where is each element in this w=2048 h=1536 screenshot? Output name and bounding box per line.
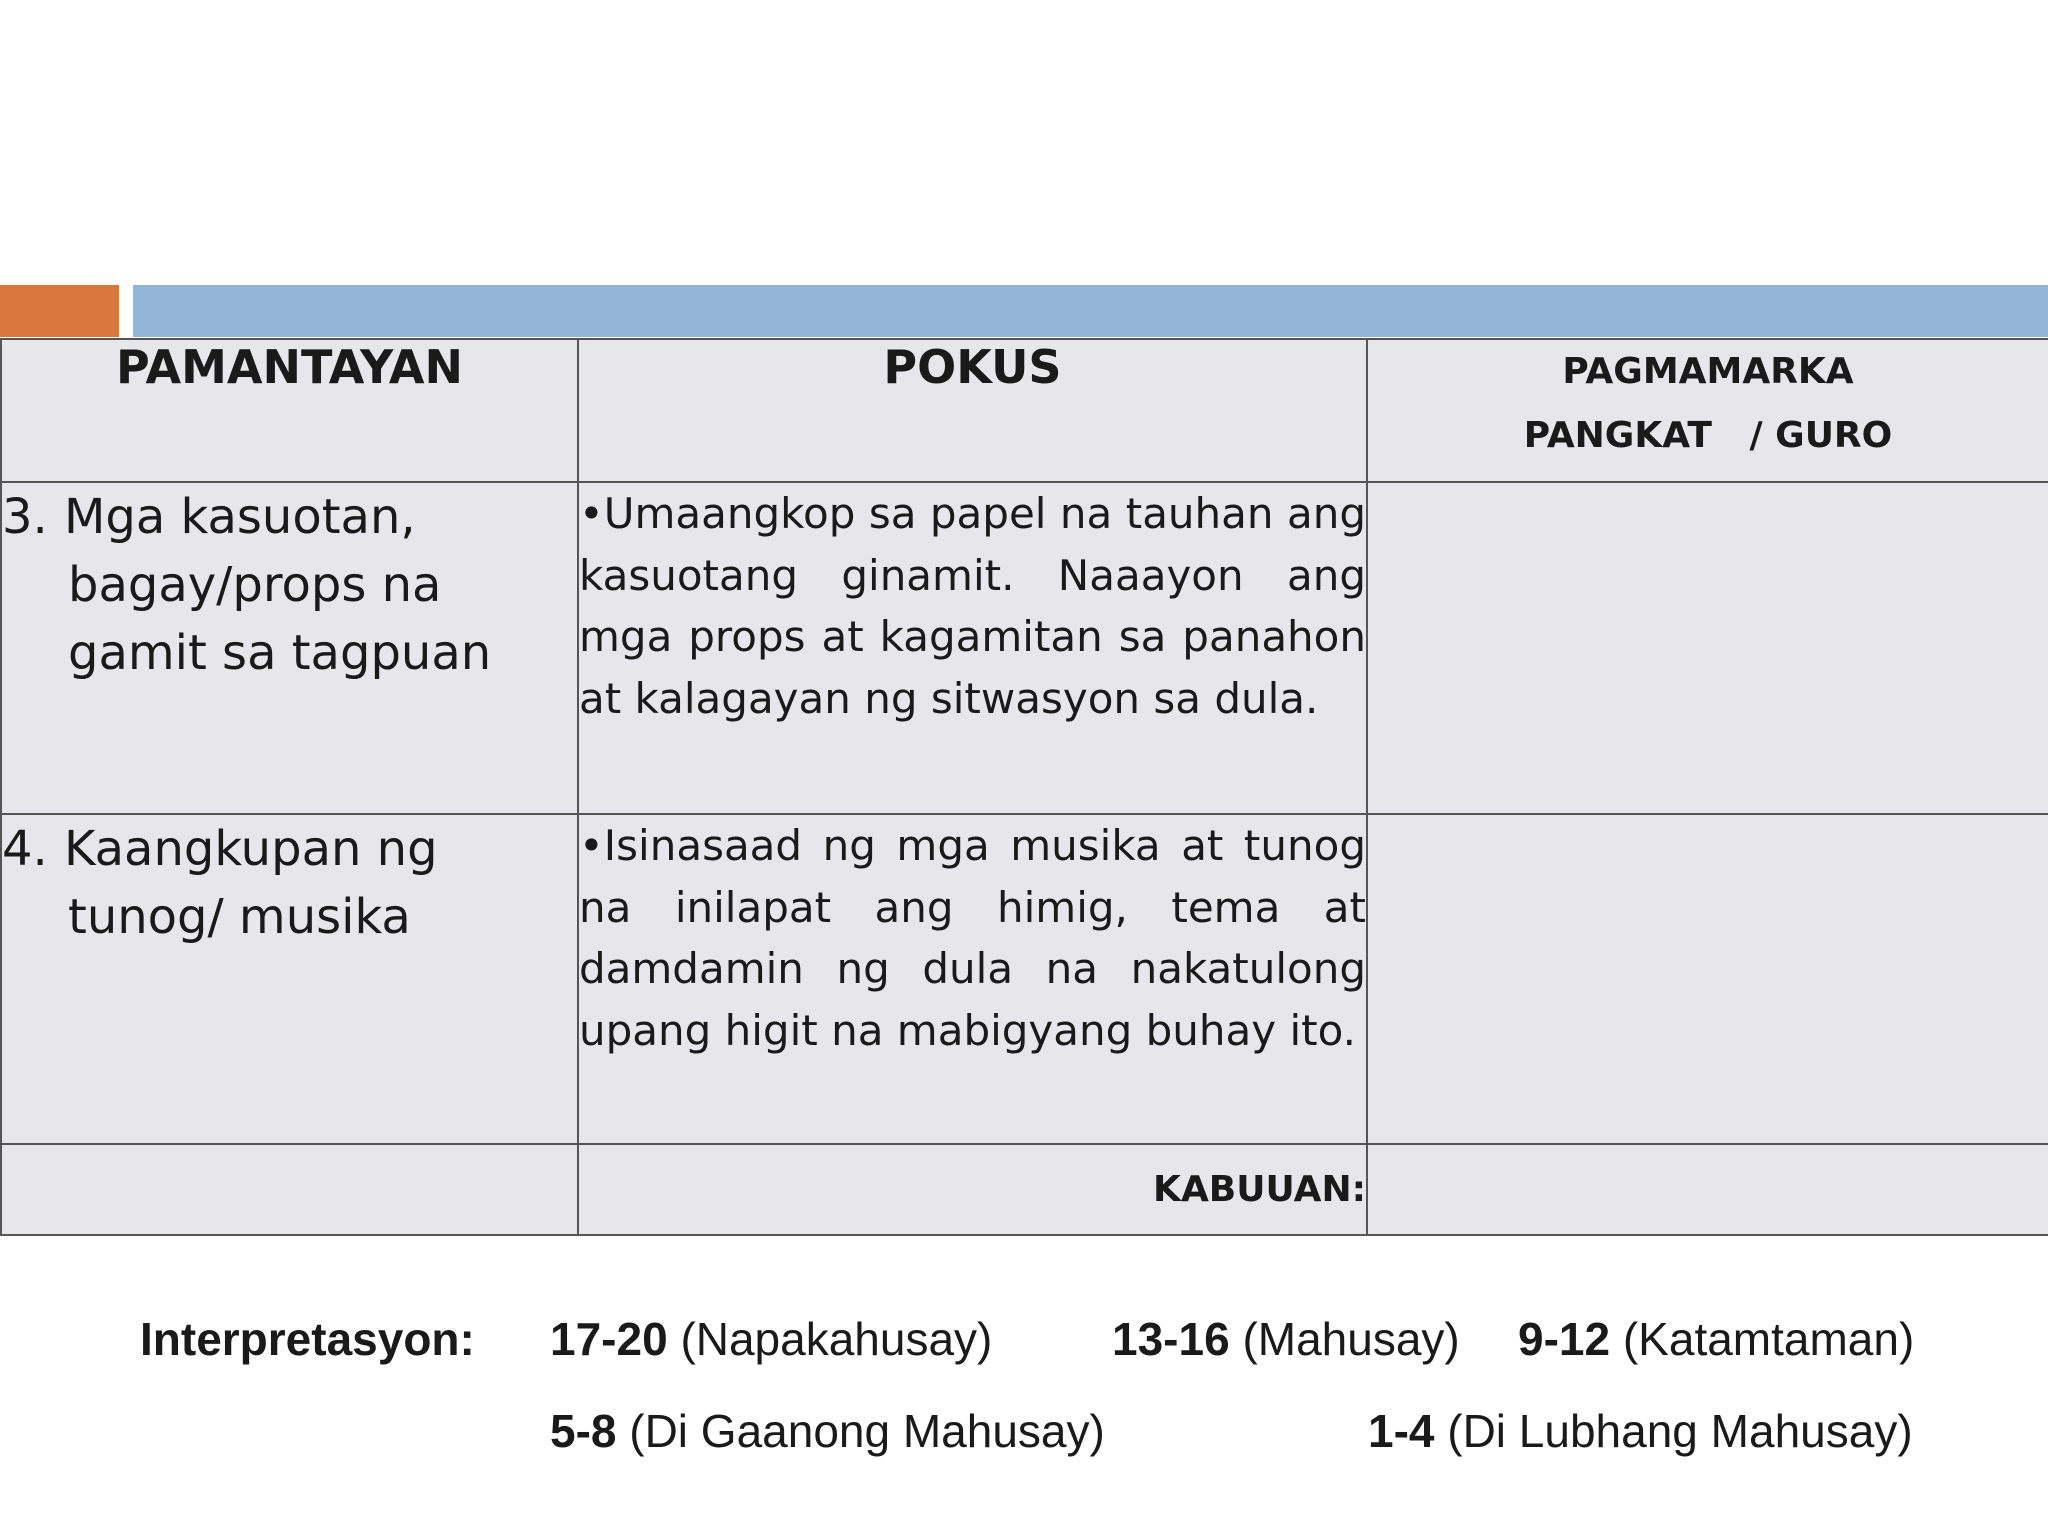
- total-label: KABUUAN:: [578, 1144, 1367, 1235]
- rubric-table: [0, 338, 2048, 1236]
- header-scoring-line1: PAGMAMARKA: [1562, 351, 1854, 392]
- header-scoring-line2: PANGKAT / GURO: [1523, 415, 1893, 456]
- focus-cell: •Isinasaad ng mga musika at tunog na inilapat ang himig, tema at damdamin ng dula na nakatulong upang higit na mabigyang buhay ito.: [578, 814, 1367, 1144]
- criteria-text: tunog/ musika: [68, 889, 411, 945]
- total-empty-cell: [1, 1144, 578, 1235]
- interpretation-item: 1-4 (Di Lubhang Mahusay): [1368, 1405, 1913, 1457]
- header-scoring: [1367, 339, 2048, 482]
- criteria-number: 4.: [2, 821, 48, 877]
- header-focus: POKUS: [578, 339, 1367, 482]
- criteria-text: Mga kasuotan,: [64, 489, 416, 545]
- criteria-cell: [1, 482, 578, 814]
- criteria-text: Kaangkupan ng: [64, 821, 438, 877]
- table-row: [1, 482, 2048, 814]
- interpretation-item: 5-8 (Di Gaanong Mahusay): [550, 1405, 1105, 1457]
- focus-cell: •Umaangkop sa papel na tauhan ang kasuotang ginamit. Naaayon ang mga props at kagamitan sa panahon at kalagayan ng sitwasyon sa dula.: [578, 482, 1367, 814]
- total-score-cell[interactable]: [1367, 1144, 2048, 1235]
- table-row: [1, 814, 2048, 1144]
- criteria-cell: [1, 814, 578, 1144]
- interpretation-label: Interpretasyon:: [140, 1313, 475, 1365]
- score-cell[interactable]: [1367, 482, 2048, 814]
- accent-bar-orange: [0, 285, 119, 337]
- interpretation-item: 13-16 (Mahusay): [1112, 1313, 1460, 1365]
- interpretation-item: 17-20 (Napakahusay): [550, 1313, 993, 1365]
- criteria-text: bagay/props na: [68, 557, 442, 613]
- total-row: [1, 1144, 2048, 1235]
- header-row: [1, 339, 2048, 482]
- header-criteria: PAMANTAYAN: [1, 339, 578, 482]
- score-cell[interactable]: [1367, 814, 2048, 1144]
- interpretation-item: 9-12 (Katamtaman): [1518, 1313, 1915, 1365]
- accent-bar-blue: [133, 285, 2048, 337]
- criteria-number: 3.: [2, 489, 48, 545]
- criteria-text: gamit sa tagpuan: [68, 625, 492, 681]
